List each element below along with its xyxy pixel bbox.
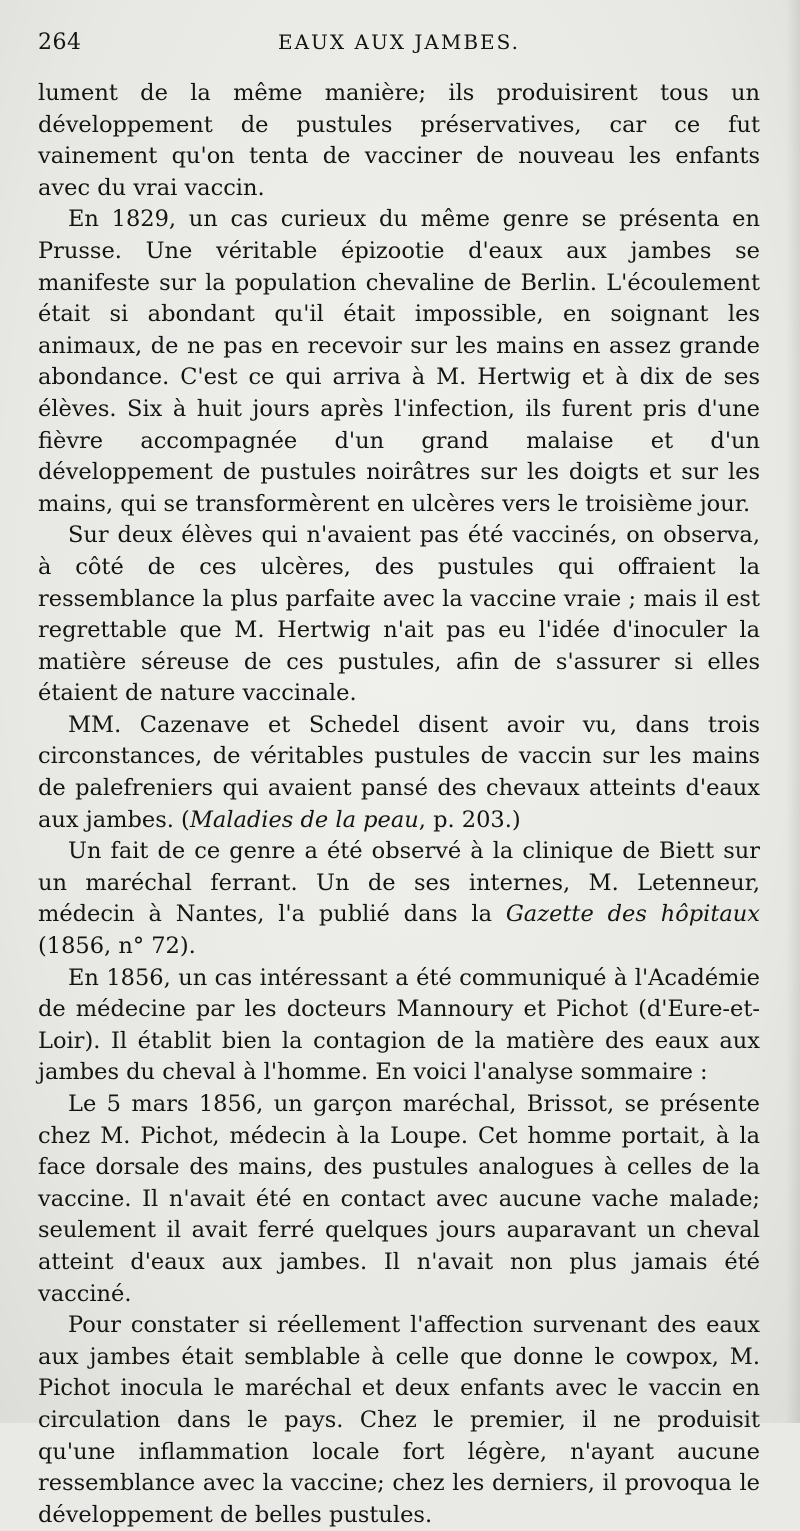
paragraph-cazenave-schedel — [38, 710, 760, 836]
paragraph-text: Un fait de ce genre a été observé à la clinique de Biett sur un maréchal ferrant. Un de ses internes, M. Letenneur, médecin à Nantes, l'a publié dans la — [38, 838, 760, 928]
running-title: EAUX AUX JAMBES. — [278, 30, 520, 54]
paragraph-pichot-inoculation: Pour constater si réellement l'affection survenant des eaux aux jambes était semblable à celle que donne le cowpox, M. Pichot inocula le maréchal et deux enfants avec le vaccin en circulation dans le pays. Chez le premier, il ne produisit qu'une inflammation locale fort légère, n'ayant aucune ressemblance avec la vaccine; chez les derniers, il provoqua le développement de belles pustules. — [38, 1312, 760, 1528]
paragraph-text: MM. Cazenave et Schedel disent avoir vu, dans trois circonstances, de véritables pustules de vaccin sur les mains de palefreniers qui avaient pansé des chevaux atteints d'eaux aux jambes. ( — [38, 711, 760, 833]
paragraph-text: (1856, n° 72). — [38, 933, 196, 960]
paragraph-unvaccinated-students: Sur deux élèves qui n'avaient pas été vaccinés, on observa, à côté de ces ulcères, des pustules qui offraient la ressemblance la plus parfaite avec la vaccine vraie ; mais il est regrettable que M. Hertwig n'ait pas eu l'idée d'inoculer la matière séreuse de ces pustules, afin de s'assurer si elles étaient de nature vaccinale. — [38, 522, 760, 707]
page-number: 264 — [38, 30, 82, 55]
paragraph-prussia-1829: En 1829, un cas curieux du même genre se présenta en Prusse. Une véritable épizootie d'eaux aux jambes se manifeste sur la population chevaline de Berlin. L'écoulement était si abondant qu'il était impossible, en soignant les animaux, de ne pas en recevoir sur les mains en assez grande abondance. C'est ce qui arriva à M. Hertwig et à dix de ses élèves. Six à huit jours après l'infection, ils furent pris d'une fièvre accompagnée d'un grand malaise et d'un développement de pustules noirâtres sur les doigts et sur les mains, qui se transformèrent en ulcères vers le troisième jour. — [38, 206, 760, 517]
citation-title: Maladies de la peau — [189, 806, 419, 833]
page-header — [38, 30, 760, 64]
body-text — [38, 78, 760, 1531]
citation-title: Gazette des hôpitaux — [505, 901, 760, 928]
paragraph-text: , p. 203.) — [418, 806, 521, 833]
paragraph-brissot-case: Le 5 mars 1856, un garçon maréchal, Brissot, se présente chez M. Pichot, médecin à la Loupe. Cet homme portait, à la face dorsale des mains, des pustules analogues à celles de la vaccine. Il n'avait été en contact avec aucune vache malade; seulement il avait ferré quelques jours auparavant un cheval atteint d'eaux aux jambes. Il n'avait non plus jamais été vacciné. — [38, 1091, 760, 1307]
paragraph-biett-clinic — [38, 836, 760, 962]
paragraph-academy-1856: En 1856, un cas intéressant a été communiqué à l'Académie de médecine par les docteurs Mannoury et Pichot (d'Eure-et-Loir). Il établit bien la contagion de la matière des eaux aux jambes du cheval à l'homme. En voici l'analyse sommaire : — [38, 964, 760, 1086]
paragraph-continuation: lument de la même manière; ils produisirent tous un développement de pustules préservatives, car ce fut vainement qu'on tenta de vacciner de nouveau les enfants avec du vrai vaccin. — [38, 80, 760, 201]
